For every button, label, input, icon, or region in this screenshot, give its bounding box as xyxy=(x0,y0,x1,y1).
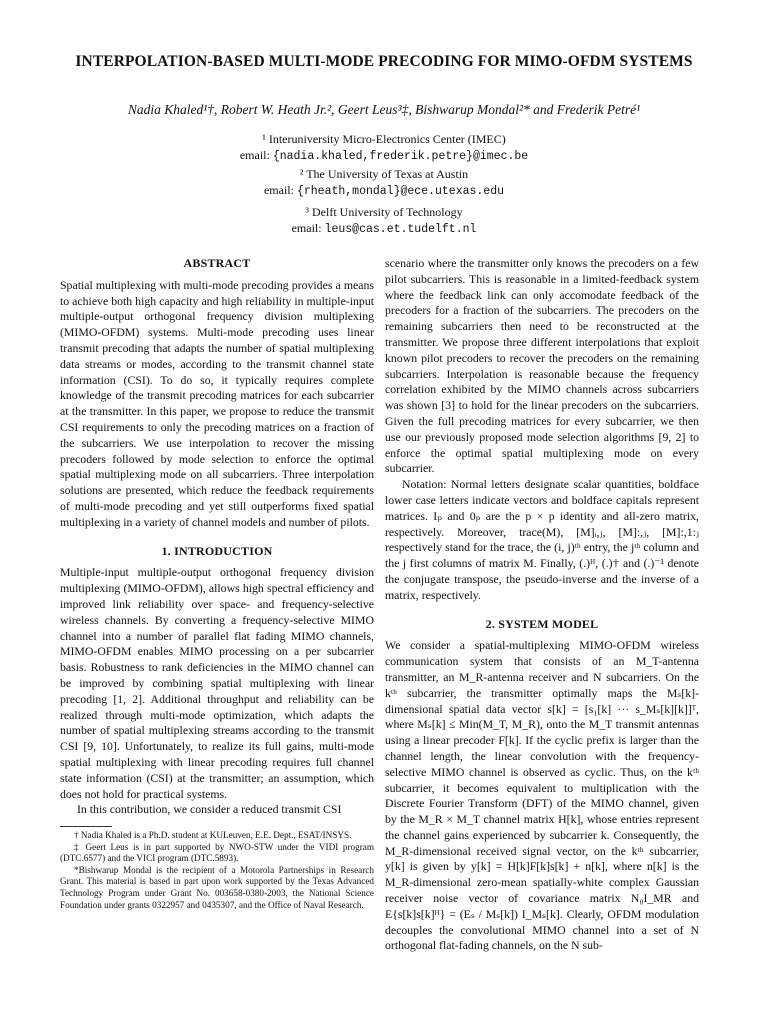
system-model-heading: 2. SYSTEM MODEL xyxy=(485,616,599,631)
affiliation-imec xyxy=(90,132,678,164)
notation-paragraph: Notation: Normal letters designate scalar quantities, boldface lower case letters indicate vectors and boldface capitals represent matrices. Iₚ and 0ₚ are the p × p identity and all-zero matrix, respectively. Moreover, trace(M), [M]ᵢ,ⱼ, [M]:,ⱼ, [M]:,1:ⱼ respectively stand for the trace, the (i, j)ᵗʰ entry, the jᵗʰ column and the j first columns of matrix M. Finally, (.)ᴴ, (.)† and (.)⁻¹ denote the conjugate transpose, the pseudo-inverse and the inverse of a matrix, respectively. xyxy=(385,477,699,602)
email-label: email: xyxy=(239,147,273,162)
affiliation-tu-delft xyxy=(90,205,678,237)
email-label: email: xyxy=(291,220,325,235)
affiliation-name: ³ Delft University of Technology xyxy=(305,205,463,219)
abstract-heading: ABSTRACT xyxy=(183,256,251,270)
footnote-rule xyxy=(60,826,112,827)
email-address: leus@cas.et.tudelft.nl xyxy=(324,222,477,236)
email-address: {nadia.khaled,frederik.petre}@imec.be xyxy=(272,149,529,163)
affiliation-email-line xyxy=(90,183,678,200)
abstract-text: Spatial multiplexing with multi-mode precoding provides a means to achieve both high capacity and high reliability in multiple-input multiple-output orthogonal frequency division multiplexing (MIMO-OFDM) systems. Multi-mode precoding uses linear transmit precoding that adapts the number of spatial multiplexing data streams or modes, according to the transmit channel state information (CSI). To do so, it typically requires complete knowledge of the transmit precoding matrices for each subcarrier at the transmitter. In this paper, we propose to reduce the transmit CSI requirements to only the precoding matrices on a fraction of the subcarriers. We use interpolation to recover the missing precoders followed by mode selection to enforce the optimal spatial multiplexing mode on all subcarriers. Three interpolation solutions are presented, which reduce the feedback requirements of multi-mode precoding and yet still outperforms fixed spatial multiplexing in a variety of channel models and number of pilots. xyxy=(60,277,374,529)
affiliation-name: ¹ Interuniversity Micro-Electronics Center (IMEC) xyxy=(262,132,506,146)
footnote: † Nadia Khaled is a Ph.D. student at KULeuven, E.E. Dept., ESAT/INSYS. xyxy=(74,830,352,841)
author-list: Nadia Khaled¹†, Robert W. Heath Jr.², Geert Leus³‡, Bishwarup Mondal²* and Frederik Petré¹ xyxy=(127,102,641,117)
introduction-paragraph: In this contribution, we consider a reduced transmit CSI xyxy=(77,802,342,817)
paper-title: INTERPOLATION-BASED MULTI-MODE PRECODING FOR MIMO-OFDM SYSTEMS xyxy=(75,53,693,70)
affiliation-email-line xyxy=(90,221,678,238)
introduction-heading: 1. INTRODUCTION xyxy=(161,543,273,558)
affiliation-email-line xyxy=(90,148,678,165)
affiliation-name: ² The University of Texas at Austin xyxy=(299,167,469,181)
footnote: *Bishwarup Mondal is the recipient of a Motorola Partnerships in Research Grant. This material is based in part upon work supported by the Texas Advanced Technology Program under Grant No. 003658-0380-2003, the National Science Foundation under grants 0322957 and 0435307, and the Office of Naval Research. xyxy=(60,864,374,910)
email-address: {rheath,mondal}@ece.utexas.edu xyxy=(296,184,505,198)
right-column xyxy=(385,256,699,954)
introduction-paragraph: scenario where the transmitter only knows the precoders on a few pilot subcarriers. This is reasonable in a limited-feedback system where the feedback link can only accomodate feedback of the precoders for a fraction of the subcarriers. The precoders on the remaining subcarriers then need to be reconstructed at the transmitter. We propose three different interpolations that exploit known pilot precoders to recover the precoders on the remaining subcarriers. Interpolation is reasonable because the frequency correlation exhibited by the MIMO channels across subcarriers was shown [3] to hold for the linear precoders on the subcarriers. Given the full precoding matrices for every subcarrier, we then use our previously proposed mode selection algorithms [9, 2] to enforce the optimal spatial multiplexing mode on every subcarrier. xyxy=(385,256,699,476)
email-label: email: xyxy=(263,182,297,197)
introduction-paragraph: Multiple-input multiple-output orthogonal frequency division multiplexing (MIMO-OFDM), allows high spectral efficiency and improved link reliability over space- and frequency-selective wireless channels. By converting a frequency-selective MIMO channel into a number of parallel flat fading MIMO channels, MIMO-OFDM enables MIMO processing on a per subcarrier basis. Robustness to rank deficiencies in the MIMO channel can be improved by combining spatial multiplexing with linear precoding [1, 2]. Additional throughput and reliability can be realized through multi-mode optimization, which adapts the number of spatial multiplexing streams according to the transmit CSI [9, 10]. Unfortunately, to realize its full gains, multi-mode spatial multiplexing with linear precoding requires full channel state information (CSI) at the transmitter; an assumption, which does not hold for practical systems. xyxy=(60,565,374,801)
left-column xyxy=(60,256,374,911)
footnote: ‡ Geert Leus is in part supported by NWO-STW under the VIDI program (DTC.6577) and the VICI program (DTC.5893). xyxy=(60,841,374,864)
system-model-paragraph: We consider a spatial-multiplexing MIMO-OFDM wireless communication system that consists of an M_T-antenna transmitter, an M_R-antenna receiver and N subcarriers. On the kᵗʰ subcarrier, the transmitter optimally maps the Mₛ[k]-dimensional spatial data vector s[k] = [s₁[k] ··· s_Mₛ[k][k]]ᵀ, where Mₛ[k] ≤ Min(M_T, M_R), onto the M_T transmit antennas using a linear precoder F[k]. If the cyclic prefix is larger than the channel length, the linear convolution with the frequency-selective MIMO channel is observed as cyclic. Thus, on the kᵗʰ subcarrier, it becomes equivalent to multiplication with the Discrete Fourier Transform (DFT) of the MIMO channel, given by the M_R × M_T channel matrix H[k], whose entries represent the channel gains experienced by subcarrier k. Consequently, the M_R-dimensional received signal vector, on the kᵗʰ subcarrier, y[k] is given by y[k] = H[k]F[k]s[k] + n[k], where n[k] is the M_R-dimensional zero-mean spatially-white complex Gaussian receiver noise vector of covariance matrix N₀I_MR and E{s[k]s[k]ᴴ} = (Eₛ / Mₛ[k]) I_Mₛ[k]. Clearly, OFDM modulation decouples the convolutional MIMO channel into a set of N orthogonal flat-fading channels, on the N sub- xyxy=(385,638,699,953)
affiliation-ut-austin xyxy=(90,167,678,199)
